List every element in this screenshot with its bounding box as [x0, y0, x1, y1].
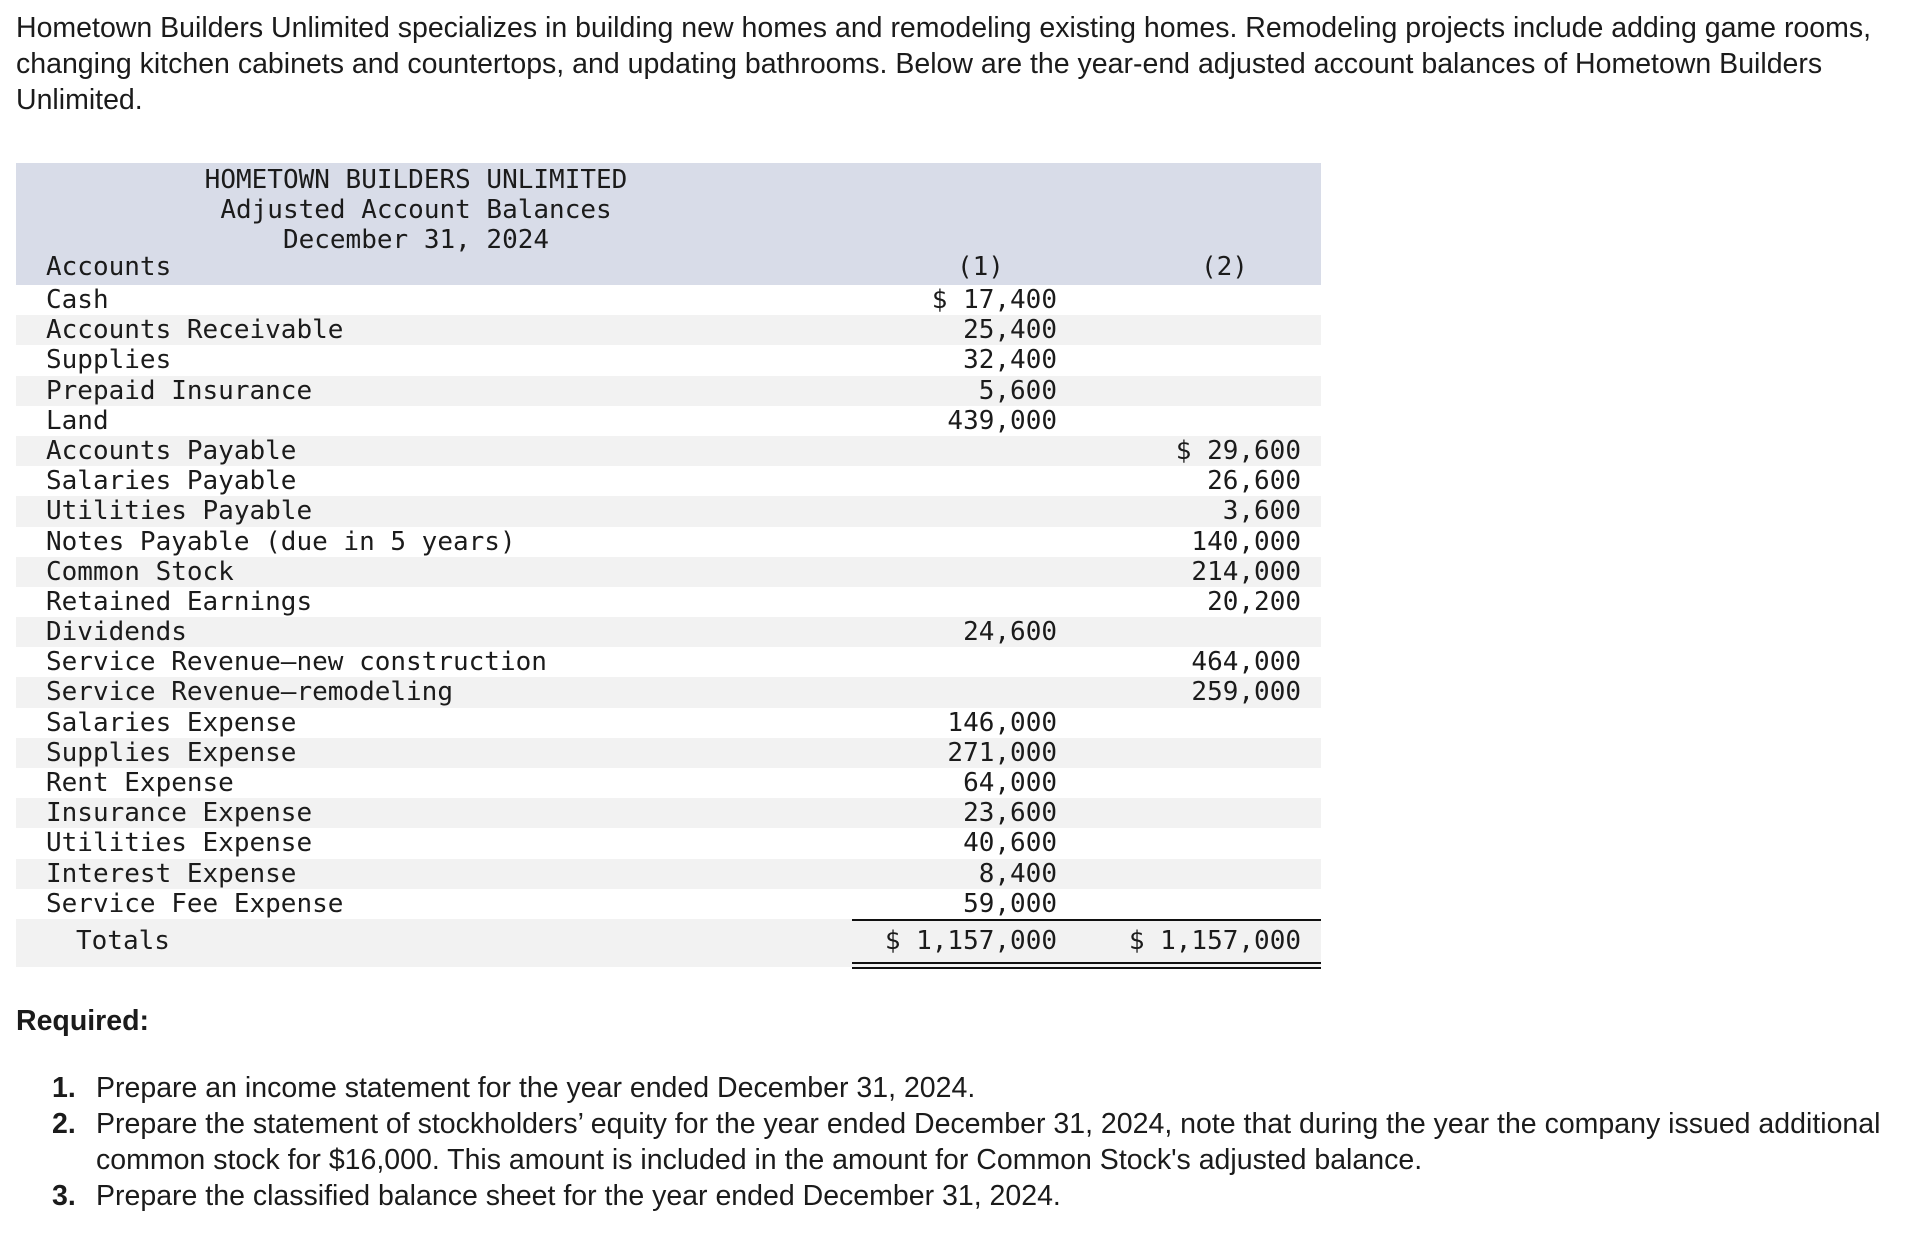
account-name: Salaries Expense	[46, 707, 297, 738]
column-header-2: (2)	[1201, 252, 1248, 282]
column-1-value: 59,000	[963, 888, 1057, 919]
account-name: Insurance Expense	[46, 798, 313, 829]
totals-col2: $ 1,157,000	[1128, 925, 1301, 956]
required-list	[52, 1070, 1892, 1214]
column-2-value: $ 29,600	[1175, 435, 1301, 466]
table-row	[16, 406, 1321, 436]
column-1-value: 24,600	[963, 617, 1057, 648]
table-row	[16, 315, 1321, 345]
account-name: Interest Expense	[46, 858, 297, 889]
required-heading: Required:	[16, 1005, 150, 1037]
table-row	[16, 285, 1321, 315]
account-name: Land	[46, 405, 109, 436]
account-name: Cash	[46, 285, 109, 315]
table-row	[16, 617, 1321, 647]
table-row	[16, 768, 1321, 798]
column-1-value: 25,400	[963, 315, 1057, 346]
account-name: Utilities Payable	[46, 496, 313, 527]
column-1-value: 271,000	[947, 737, 1057, 768]
table-row	[16, 798, 1321, 828]
column-1-value: 5,600	[978, 375, 1057, 406]
account-name: Common Stock	[46, 556, 234, 587]
account-name: Prepaid Insurance	[46, 375, 313, 406]
column-1-value: 40,600	[963, 828, 1057, 859]
account-name: Dividends	[46, 617, 187, 648]
column-2-value: 140,000	[1191, 526, 1301, 557]
account-name: Accounts Payable	[46, 435, 297, 466]
table-row	[16, 859, 1321, 889]
table-row	[16, 496, 1321, 526]
account-name: Service Revenue—remodeling	[46, 677, 453, 708]
column-2-value: 20,200	[1207, 586, 1301, 617]
column-1-value: 64,000	[963, 768, 1057, 798]
account-name: Notes Payable (due in 5 years)	[46, 526, 516, 557]
required-item-number: 2.	[52, 1108, 76, 1140]
table-row	[16, 647, 1321, 677]
table-row	[16, 527, 1321, 557]
statement-title: Adjusted Account Balances	[220, 195, 612, 225]
table-row	[16, 436, 1321, 466]
column-2-value: 259,000	[1191, 677, 1301, 708]
table-row	[16, 708, 1321, 738]
table-row	[16, 738, 1321, 768]
required-item	[52, 1070, 1892, 1106]
account-rows	[16, 285, 1321, 919]
column-1-value: 146,000	[947, 707, 1057, 738]
company-name: HOMETOWN BUILDERS UNLIMITED	[204, 165, 628, 195]
account-name: Supplies	[46, 345, 172, 376]
required-item-text: Prepare the classified balance sheet for the year ended December 31, 2024.	[96, 1180, 1061, 1212]
required-item	[52, 1106, 1892, 1178]
column-1-value: $ 17,400	[931, 285, 1057, 315]
account-name: Supplies Expense	[46, 737, 297, 768]
totals-col1: $ 1,157,000	[884, 925, 1057, 956]
account-name: Service Revenue—new construction	[46, 647, 547, 678]
required-item-text: Prepare the statement of stockholders’ equity for the year ended December 31, 2024, note that during the year the company issued additional common stock for $16,000. This amount is included in the amount for Common Stock's adjusted balance.	[96, 1108, 1881, 1176]
column-header-1: (1)	[957, 252, 1004, 282]
table-row	[16, 466, 1321, 496]
table-row	[16, 557, 1321, 587]
account-name: Salaries Payable	[46, 466, 297, 497]
statement-date: December 31, 2024	[282, 225, 550, 255]
intro-paragraph: Hometown Builders Unlimited specializes in building new homes and remodeling existing homes. Remodeling projects include adding game rooms, changing kitchen cabinets and countertops, and updating bathrooms. Below are the year-end adjusted account balances of Hometown Builders Unlimited.	[16, 12, 1872, 116]
required-item	[52, 1178, 1892, 1214]
column-1-value: 32,400	[963, 345, 1057, 376]
totals-label: Totals	[76, 925, 170, 956]
table-row	[16, 889, 1321, 919]
required-item-number: 3.	[52, 1180, 76, 1212]
account-name: Accounts Receivable	[46, 315, 344, 346]
account-name: Utilities Expense	[46, 828, 313, 859]
column-header-accounts: Accounts	[46, 252, 172, 282]
column-2-value: 26,600	[1207, 466, 1301, 497]
totals-row	[16, 919, 1321, 967]
adjusted-balances-table	[16, 163, 1321, 967]
required-item-number: 1.	[52, 1072, 76, 1104]
table-row	[16, 345, 1321, 375]
column-1-value: 439,000	[947, 405, 1057, 436]
table-row	[16, 677, 1321, 707]
column-2-value: 214,000	[1191, 556, 1301, 587]
column-2-value: 464,000	[1191, 647, 1301, 678]
required-item-text: Prepare an income statement for the year ended December 31, 2024.	[96, 1072, 976, 1104]
column-2-value: 3,600	[1222, 496, 1301, 527]
account-name: Retained Earnings	[46, 586, 313, 617]
account-name: Rent Expense	[46, 768, 234, 798]
account-name: Service Fee Expense	[46, 888, 344, 919]
table-header	[16, 163, 1321, 285]
table-row	[16, 828, 1321, 858]
column-1-value: 23,600	[963, 798, 1057, 829]
table-row	[16, 587, 1321, 617]
table-row	[16, 376, 1321, 406]
column-1-value: 8,400	[978, 858, 1057, 889]
